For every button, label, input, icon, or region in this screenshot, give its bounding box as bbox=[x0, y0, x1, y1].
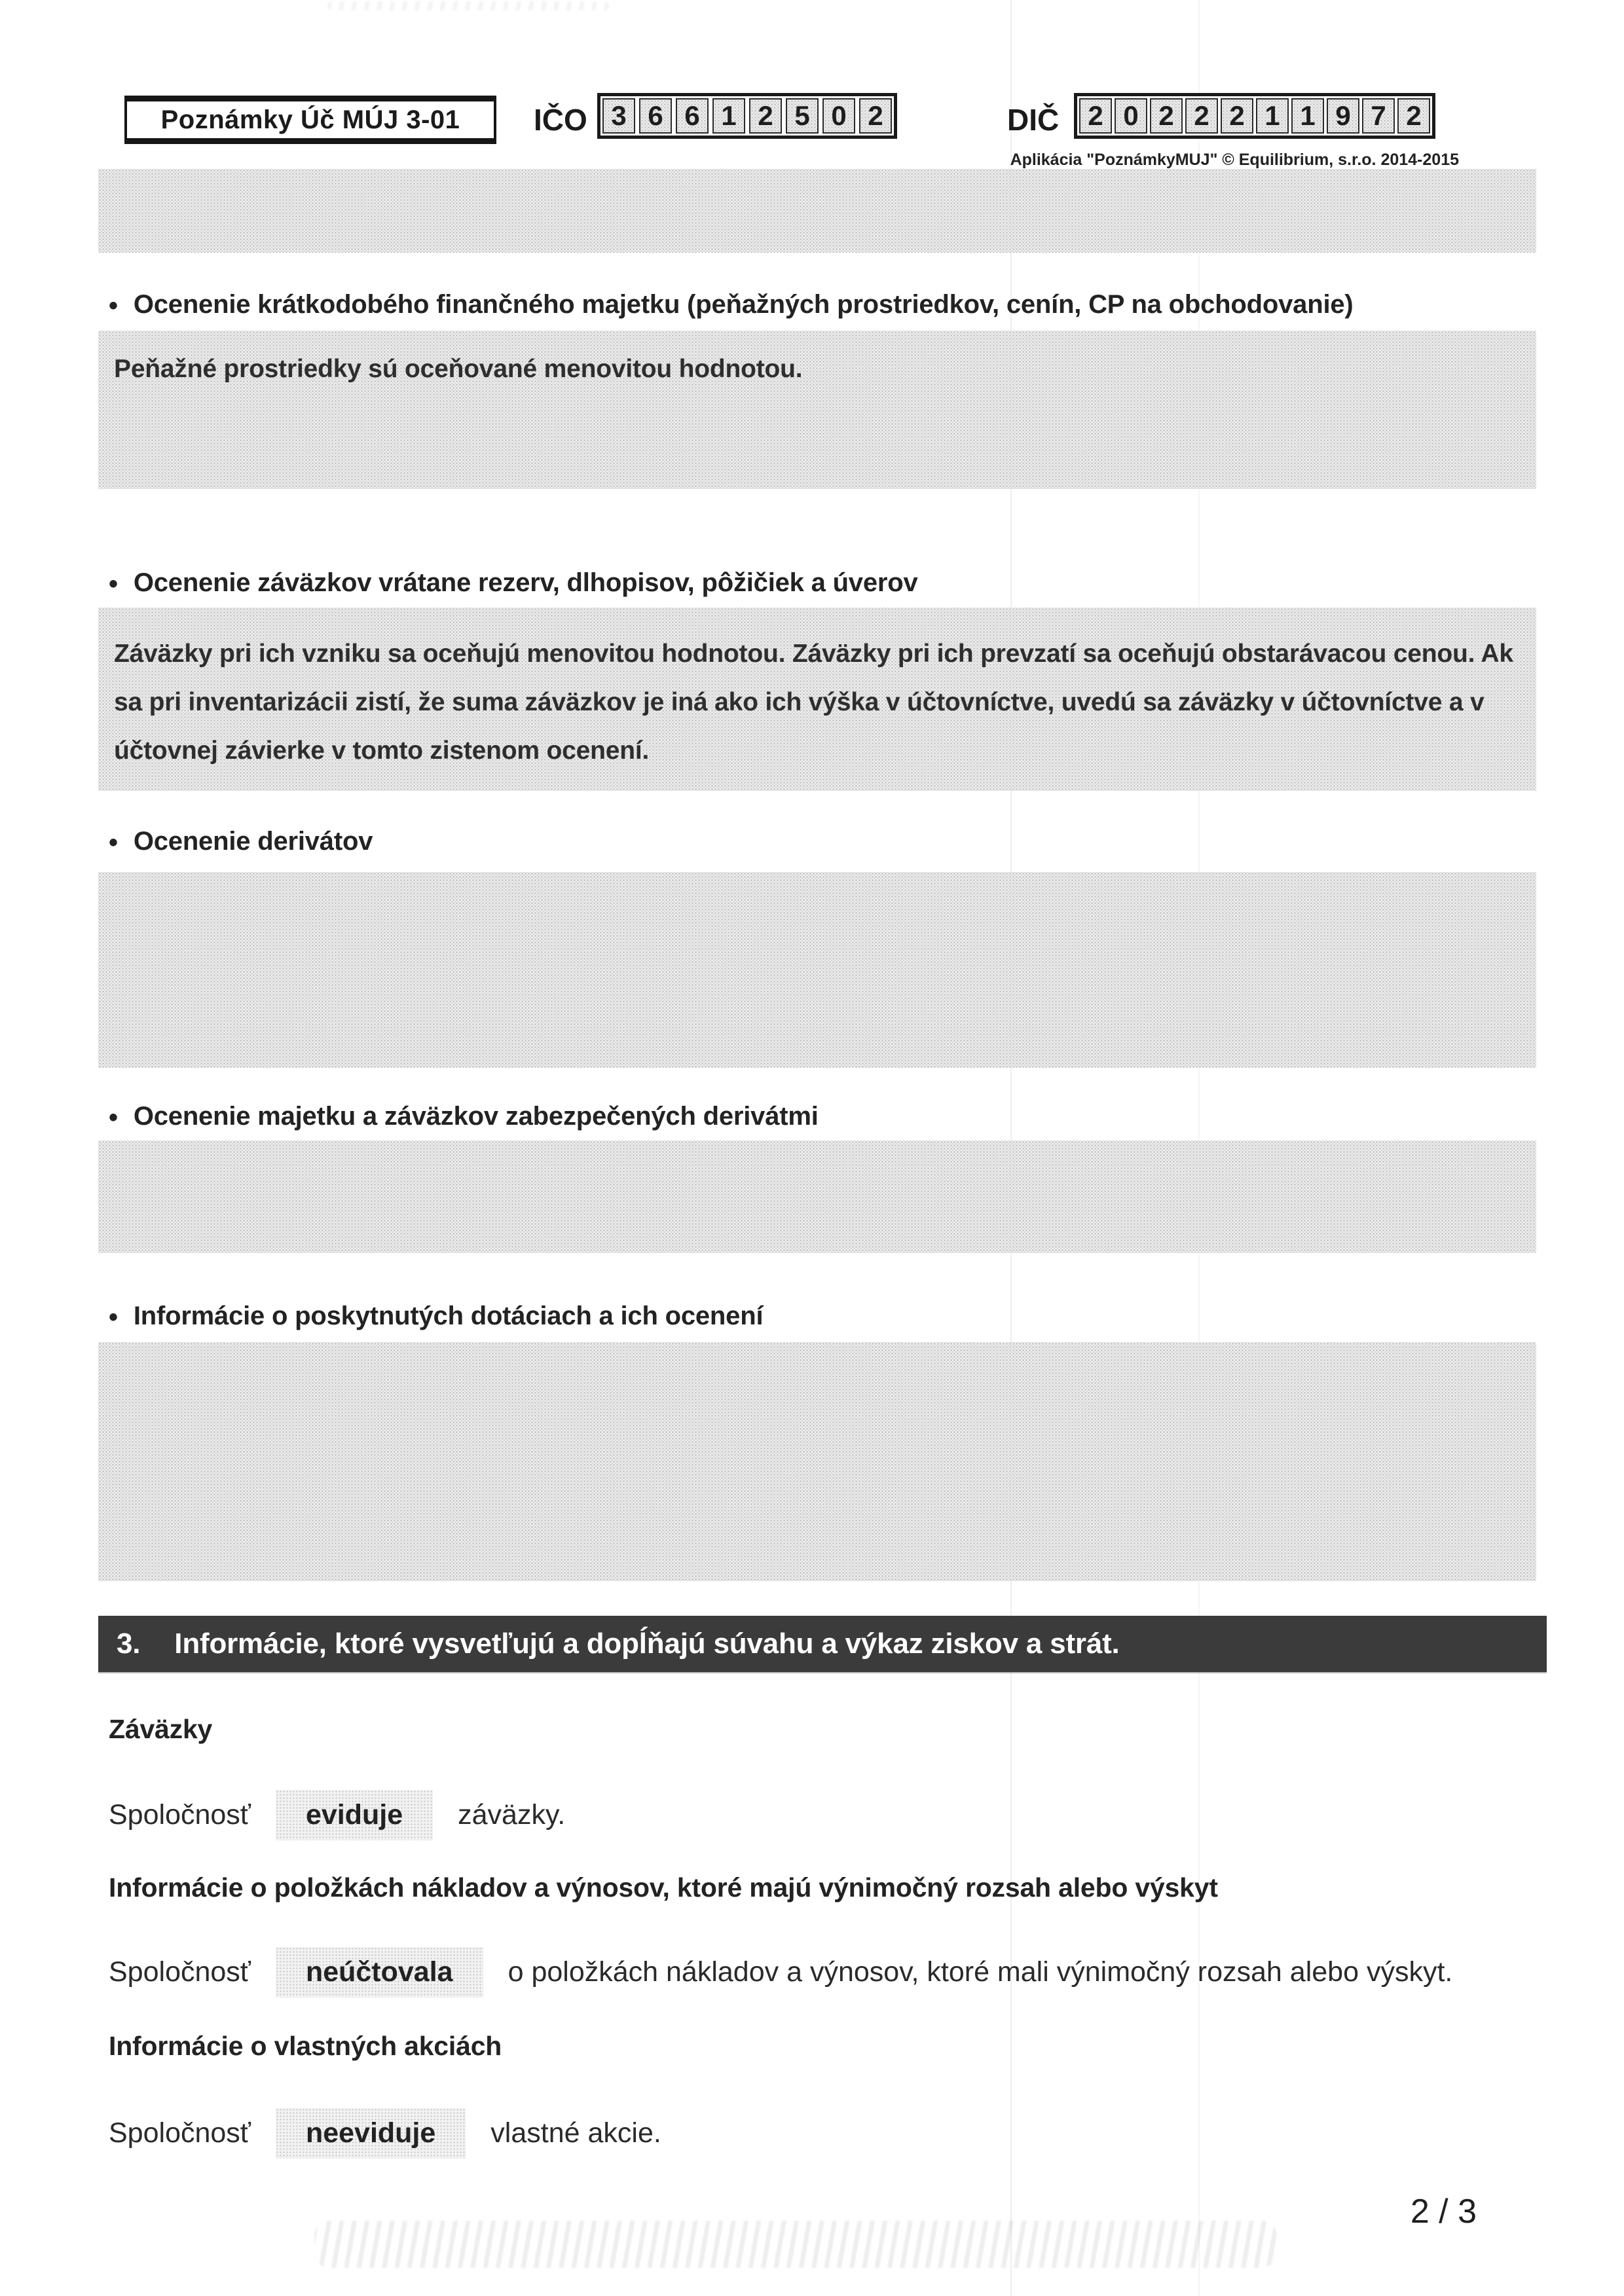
bullet-icon: • bbox=[109, 828, 118, 857]
dic-digit-cell: 2 bbox=[1079, 98, 1112, 134]
statement-heading-naklady-vynosy: Informácie o položkách nákladov a výnosov, ktoré majú výnimočný rozsah alebo výskyt bbox=[109, 1872, 1218, 1903]
statement-heading-vlastne-akcie: Informácie o vlastných akciách bbox=[109, 2031, 502, 2061]
dic-digit-cell: 2 bbox=[1185, 98, 1218, 134]
section-heading-ocenenie-zavazkov bbox=[98, 568, 1565, 600]
section-heading-label: Ocenenie záväzkov vrátane rezerv, dlhopisov, pôžičiek a úverov bbox=[133, 568, 918, 597]
dic-digit-cell: 2 bbox=[1397, 98, 1430, 134]
section-3-header-bar bbox=[98, 1616, 1547, 1672]
ico-digit-cell: 2 bbox=[859, 98, 892, 134]
ico-digit-cell: 2 bbox=[749, 98, 782, 134]
statement-heading-zavazky: Záväzky bbox=[109, 1714, 213, 1744]
statement-value-field: neeviduje bbox=[276, 2108, 466, 2159]
statement-prefix: Spoločnosť bbox=[109, 1956, 251, 1988]
bullet-icon: • bbox=[109, 1103, 118, 1132]
form-code-box bbox=[124, 96, 496, 144]
scan-noise-artifact bbox=[327, 1, 609, 10]
bullet-icon: • bbox=[109, 1303, 118, 1332]
section-heading-majetok-zabezpeceny-derivatmi bbox=[98, 1102, 1565, 1133]
bullet-icon: • bbox=[109, 291, 118, 320]
dic-digit-cell: 1 bbox=[1291, 98, 1324, 134]
ico-digit-cell: 6 bbox=[676, 98, 709, 134]
ico-digit-cell: 6 bbox=[639, 98, 672, 134]
statement-line bbox=[109, 1947, 1589, 1997]
statement-suffix: záväzky. bbox=[458, 1799, 566, 1831]
section-3-number: 3. bbox=[117, 1628, 141, 1660]
statement-line bbox=[109, 1790, 1589, 1840]
statement-prefix: Spoločnosť bbox=[109, 1799, 251, 1831]
bullet-icon: • bbox=[109, 570, 118, 598]
ico-digit-strip bbox=[597, 93, 897, 139]
ico-digit-cell: 1 bbox=[712, 98, 745, 134]
answer-block-dotacie bbox=[98, 1342, 1536, 1581]
statement-value-field: eviduje bbox=[276, 1790, 433, 1840]
section-heading-label: Ocenenie derivátov bbox=[133, 827, 373, 856]
answer-block-kratkodoby-majetok bbox=[98, 331, 1536, 489]
dic-digit-cell: 7 bbox=[1362, 98, 1395, 134]
app-credit-text: Aplikácia "PoznámkyMUJ" © Equilibrium, s.r.o. 2014-2015 bbox=[1010, 151, 1459, 169]
form-code-label: Poznámky Úč MÚJ 3-01 bbox=[160, 105, 460, 134]
page-indicator: 2 / 3 bbox=[1410, 2193, 1477, 2231]
statement-line bbox=[109, 2108, 1589, 2159]
answer-block-zavazky bbox=[98, 608, 1536, 791]
section-heading-label: Ocenenie krátkodobého finančného majetku (peňažných prostriedkov, cenín, CP na obchodovanie) bbox=[133, 290, 1354, 319]
dic-digit-cell: 0 bbox=[1115, 98, 1147, 134]
ico-digit-cell: 5 bbox=[786, 98, 819, 134]
answer-block-zabezpecene-derivatmi bbox=[98, 1140, 1536, 1253]
dic-label: DIČ bbox=[1007, 103, 1060, 137]
dic-digit-cell: 9 bbox=[1327, 98, 1359, 134]
section-heading-ocenenie-derivatov bbox=[98, 827, 1565, 858]
section-heading-label: Informácie o poskytnutých dotáciach a ich ocenení bbox=[133, 1302, 764, 1330]
answer-block-derivaty bbox=[98, 872, 1536, 1068]
scan-noise-artifact bbox=[314, 2221, 1277, 2268]
ico-digit-cell: 3 bbox=[602, 98, 635, 134]
statement-value-field: neúčtovala bbox=[276, 1947, 483, 1997]
scan-texture-block bbox=[98, 169, 1536, 253]
dic-digit-cell: 1 bbox=[1256, 98, 1289, 134]
section-3-title: Informácie, ktoré vysvetľujú a dopĺňajú súvahu a výkaz ziskov a strát. bbox=[174, 1628, 1120, 1660]
dic-digit-strip bbox=[1074, 93, 1435, 139]
dic-digit-cell: 2 bbox=[1221, 98, 1253, 134]
dic-digit-cell: 2 bbox=[1150, 98, 1183, 134]
section-heading-label: Ocenenie majetku a záväzkov zabezpečených derivátmi bbox=[133, 1102, 819, 1131]
statement-suffix: o položkách nákladov a výnosov, ktoré mali výnimočný rozsah alebo výskyt. bbox=[507, 1956, 1453, 1988]
answer-block-text: Peňažné prostriedky sú oceňované menovitou hodnotou. bbox=[114, 355, 803, 383]
statement-prefix: Spoločnosť bbox=[109, 2117, 251, 2149]
ico-digit-cell: 0 bbox=[822, 98, 855, 134]
ico-label: IČO bbox=[534, 103, 587, 137]
answer-block-text: Záväzky pri ich vzniku sa oceňujú menovitou hodnotou. Záväzky pri ich prevzatí sa oceňujú obstarávacou cenou. Ak sa pri inventarizácii zistí, že suma záväzkov je iná ako ich výška v účtovníctve, uvedú sa záväzky v účtovníctve a v účtovnej závierke v tomto zistenom ocenení. bbox=[114, 640, 1513, 765]
section-heading-poskytnute-dotacie bbox=[98, 1302, 1565, 1333]
statement-suffix: vlastné akcie. bbox=[490, 2117, 661, 2149]
section-heading-ocenenie-kratkodobeho-majetku bbox=[98, 290, 1565, 321]
